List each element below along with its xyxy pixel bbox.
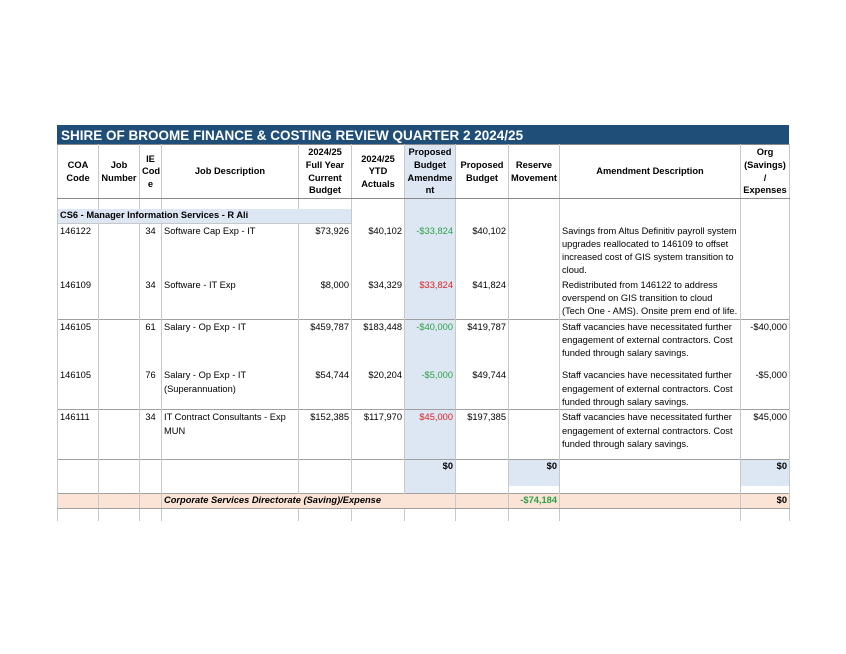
cell-job-description: Software - IT Exp [162, 278, 299, 319]
spacer-row [58, 509, 790, 521]
cell-job-description: Salary - Op Exp - IT [162, 319, 299, 368]
total-reserve: $0 [509, 460, 560, 486]
total-empty-cell [352, 460, 405, 486]
cell-org-savings-expenses: -$5,000 [741, 368, 790, 409]
cell-job-number [99, 278, 140, 319]
cell-current-budget: $8,000 [299, 278, 352, 319]
col-header-org-savings-expenses: Org (Savings) / Expenses [741, 145, 790, 199]
cell-job-number [99, 410, 140, 460]
table-row [58, 368, 790, 409]
col-header-budget-amendment: Proposed Budget Amendme nt [405, 145, 456, 199]
col-header-amendment-description: Amendment Description [560, 145, 741, 199]
cell-ytd-actuals: $20,204 [352, 368, 405, 409]
col-header-job-number: Job Number [99, 145, 140, 199]
cell-current-budget: $73,926 [299, 224, 352, 278]
directorate-label: Corporate Services Directorate (Saving)/Expense [162, 494, 456, 509]
header-row [58, 145, 790, 199]
col-header-job-description: Job Description [162, 145, 299, 199]
section-label: CS6 - Manager Information Services - R Ali [58, 209, 352, 224]
cell-job-number [99, 319, 140, 368]
cell-reserve-movement [509, 319, 560, 368]
cell-budget-amendment: -$33,824 [405, 224, 456, 278]
totals-row [58, 460, 790, 486]
cell-budget-amendment: $33,824 [405, 278, 456, 319]
cell-ie-code: 61 [140, 319, 162, 368]
cell-budget-amendment: $45,000 [405, 410, 456, 460]
cell-job-description: IT Contract Consultants - Exp MUN [162, 410, 299, 460]
cell-job-description: Software Cap Exp - IT [162, 224, 299, 278]
col-header-current-budget: 2024/25 Full Year Current Budget [299, 145, 352, 199]
cell-coa-code: 146109 [58, 278, 99, 319]
cell-ytd-actuals: $34,329 [352, 278, 405, 319]
total-empty-cell [58, 460, 99, 486]
cell-proposed-budget: $49,744 [456, 368, 509, 409]
cell-ytd-actuals: $40,102 [352, 224, 405, 278]
cell-current-budget: $152,385 [299, 410, 352, 460]
total-empty-cell [99, 460, 140, 486]
sheet-title: SHIRE OF BROOME FINANCE & COSTING REVIEW QUARTER 2 2024/25 [57, 125, 789, 144]
cell-reserve-movement [509, 278, 560, 319]
cell-org-savings-expenses: -$40,000 [741, 319, 790, 368]
directorate-empty-cell [456, 494, 509, 509]
directorate-reserve: $0 [741, 494, 790, 509]
cell-amendment-description: Staff vacancies have necessitated further engagement of external contractors. Cost funded through salary savings. [560, 410, 741, 460]
cell-job-number [99, 368, 140, 409]
cell-coa-code: 146122 [58, 224, 99, 278]
spacer-row [58, 199, 790, 209]
col-header-coa-code: COA Code [58, 145, 99, 199]
cell-proposed-budget: $197,385 [456, 410, 509, 460]
col-header-ytd-actuals: 2024/25 YTD Actuals [352, 145, 405, 199]
cell-reserve-movement [509, 368, 560, 409]
cell-amendment-description: Staff vacancies have necessitated further engagement of external contractors. Cost funded through salary savings. [560, 319, 741, 368]
table-row [58, 410, 790, 460]
table-row [58, 319, 790, 368]
cell-coa-code: 146111 [58, 410, 99, 460]
section-row [58, 209, 790, 224]
total-empty-cell [456, 460, 509, 486]
total-empty-cell [162, 460, 299, 486]
col-header-proposed-budget: Proposed Budget [456, 145, 509, 199]
cell-current-budget: $459,787 [299, 319, 352, 368]
total-empty-cell [560, 460, 741, 486]
spacer-row [58, 486, 790, 494]
cell-proposed-budget: $41,824 [456, 278, 509, 319]
cell-org-savings-expenses: $45,000 [741, 410, 790, 460]
cell-ytd-actuals: $117,970 [352, 410, 405, 460]
cell-job-description: Salary - Op Exp - IT (Superannuation) [162, 368, 299, 409]
cell-ie-code: 34 [140, 224, 162, 278]
directorate-empty-cell [58, 494, 99, 509]
cell-amendment-description: Staff vacancies have necessitated further engagement of external contractors. Cost funded through salary savings. [560, 368, 741, 409]
cell-ytd-actuals: $183,448 [352, 319, 405, 368]
cell-reserve-movement [509, 224, 560, 278]
cell-ie-code: 34 [140, 278, 162, 319]
total-empty-cell [299, 460, 352, 486]
total-org: $0 [741, 460, 790, 486]
total-empty-cell [140, 460, 162, 486]
budget-table [57, 144, 790, 521]
finance-review-sheet [57, 125, 789, 521]
cell-reserve-movement [509, 410, 560, 460]
total-amend: $0 [405, 460, 456, 486]
col-header-reserve-movement: Reserve Movement [509, 145, 560, 199]
cell-budget-amendment: -$5,000 [405, 368, 456, 409]
cell-proposed-budget: $40,102 [456, 224, 509, 278]
directorate-empty-cell [140, 494, 162, 509]
table-row [58, 278, 790, 319]
directorate-total-row [58, 494, 790, 509]
cell-coa-code: 146105 [58, 368, 99, 409]
cell-org-savings-expenses [741, 278, 790, 319]
cell-ie-code: 34 [140, 410, 162, 460]
cell-amendment-description: Redistributed from 146122 to address overspend on GIS transition to cloud (Tech One - AMS). Onsite prem end of life. [560, 278, 741, 319]
cell-amendment-description: Savings from Altus Definitiv payroll system upgrades reallocated to 146109 to offset increased cost of GIS system transition to cloud. [560, 224, 741, 278]
cell-coa-code: 146105 [58, 319, 99, 368]
cell-org-savings-expenses [741, 224, 790, 278]
cell-budget-amendment: -$40,000 [405, 319, 456, 368]
cell-current-budget: $54,744 [299, 368, 352, 409]
cell-job-number [99, 224, 140, 278]
directorate-empty-cell [99, 494, 140, 509]
table-row [58, 224, 790, 278]
directorate-empty-cell [560, 494, 741, 509]
col-header-ie-code: IE Cod e [140, 145, 162, 199]
cell-ie-code: 76 [140, 368, 162, 409]
directorate-amendment: -$74,184 [509, 494, 560, 509]
cell-proposed-budget: $419,787 [456, 319, 509, 368]
